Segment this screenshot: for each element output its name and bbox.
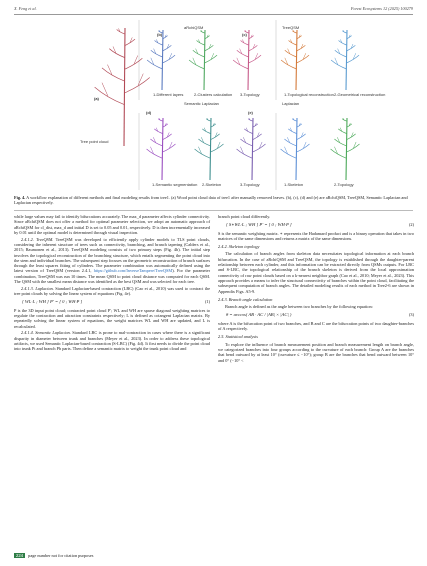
subsection-heading: 2.4.1.3. Laplacian.	[21, 285, 54, 291]
step-label: 2-Skeleton	[202, 182, 222, 187]
method-step-tree	[331, 118, 360, 180]
method-title-archiqsm: aRchiQSM	[184, 25, 204, 30]
panel-label-a: (a)	[94, 96, 99, 101]
running-header-authors: X. Feng et al.	[14, 6, 37, 11]
subsection-heading: 2.4.1.2. TreeQSM.	[21, 236, 54, 242]
method-step-tree	[237, 118, 266, 180]
step-label: 1-Skeleton	[284, 182, 304, 187]
paragraph: 2.4.1.2. TreeQSM. TreeQSM was developed to efficiently apply cylinder models to TLS point clouds, considering the inherent structure of trees such as connectivity, branching, and branch tapering (Calders et al., 2015; Raumonen et al., 2013). TreeQSM modeling consists of two primary steps (Fig. 4b). The initial step involves the topological reconstruction of the branching structure, which entails segmenting the point cloud into the stem and individual branches. The subsequent step focuses on the geometric reconstruction of branch surfaces through the least squares fitting of cylinders. The parameter combination was automatically defined using the latest version of TreeQSM (version 2.4.1, https://github.com/InverseTampere/TreeQSM). For the parameter combination, TreeQSM was run 10 times. The mean QSM to point cloud distance was computed for each QSM. The QSM with the smallest mean distance was identified as the best QSM and was selected for each tree.	[14, 236, 211, 285]
panel-label-d: (d)	[146, 110, 152, 115]
paragraph: S is the semantic weighting matrix. ∗ represents the Hadamard product and is a binary operation that takes in two matrices of the same dimensions and returns a matrix of the same dimensions.	[218, 230, 414, 241]
paragraph: branch point cloud differently.	[218, 214, 271, 219]
paragraph: The calculation of branch angles from skeleton data necessitates topological information at each branch bifurcation. In the case of aRchiQSM and TreeQSM, the topology is established through the daughter-parent relationship between each cylinder, and this information can be extracted directly from QSMs outputs. For LBC and S-LBC, the topological relationship of the branch skeleton is derived from the local approximation connectivity of raw point clouds based on a k-nearest neighbor graph (Cao et al., 2010; Meyer et al., 2023). This approach provides a means to infer the structural connectivity of branches within the point cloud, facilitating the subsequent computation of branch angles. The detailed modeling results of each method in Tree2-6 are shown in Appendix Figs. A5-9.	[218, 251, 414, 294]
equation-1: [ WL·L ; WH ] P′ = [ 0 ; WH·P ] (1)	[22, 299, 210, 305]
method-step-tree	[147, 30, 175, 90]
panel-label-b: (b)	[157, 32, 163, 37]
left-column	[14, 214, 210, 353]
method-step-tree	[331, 30, 359, 90]
figure-caption	[14, 195, 413, 206]
workflow-figure	[14, 18, 413, 193]
equation-2: [ S∗WL·L ; WH ] P′ = [ 0 ; WH·P ] (2)	[226, 222, 414, 228]
figure-caption-text: A workflow explanation of different methods and final modeling results from tree1. (a) Wood point cloud data of tree1 after manually removed leaves. (b), (c), (d) and (e) are aRchiQSM, TreeQSM, Semantic Laplacian and Laplacian respectively.	[14, 195, 408, 206]
step-label: 3-Topology	[240, 182, 260, 187]
step-label: 1-Topological reconstruction	[284, 92, 334, 97]
paragraph: 2.4.1.4. Semantic Laplacian. Standard LBC is prone to mal-contraction in cases where there is a significant disparity in diameter between trunk and branches (Meyer et al., 2023). In order to address these topological artifacts, we used Semantic Laplacian-based contraction (S-LBC) (Fig. 4d). It first needs to divide the point cloud into trunk Pt and branch Pb parts. Then define a semantic matrix to weight the trunk point cloud and	[14, 330, 210, 352]
method-step-tree	[195, 118, 224, 180]
paragraph: where A is the bifurcation point of two branches, and B and C are the bifurcation points of two daughter-branches of A respectively.	[218, 320, 414, 332]
right-column	[218, 214, 414, 364]
page-footer	[14, 553, 93, 558]
paragraph: Branch angle is defined as the angle between two branches by the following equation:	[225, 304, 373, 310]
section-heading: 2.4.3. Branch angle calculation	[218, 296, 273, 302]
step-label: 2-Geometrical reconstruction	[334, 92, 386, 97]
paragraph: To explore the influence of branch measurement position and branch measurement length on branch angle, we categorized branches into four groups according to the curvature of each branch: Group A are the branches that bend outward by at least 10° (curvature ≤ −10°); group B are the branches that bend outward between 10° and 0° (−10° <	[218, 341, 414, 363]
tree-point-cloud-label: Tree point cloud	[80, 139, 109, 144]
step-label: 2-Clusters calculation	[194, 92, 233, 97]
method-step-tree	[147, 118, 176, 180]
paragraph: P is the 3D input point cloud; contracted point cloud P′; WL and WH are sparse diagonal weighting matrices to regulate the contraction and attraction constraints respectively; L is defined as cotangent Laplacian matrix. By repeatedly solving the linear system of equations, the weight matrices WL and WH are updated, and L is recalculated.	[14, 307, 210, 329]
section-heading: 2.5. Statistical analysis	[218, 334, 258, 340]
running-header-journal: Forest Ecosystems 12 (2025) 100279	[350, 6, 413, 11]
equation-3: θ = arccos( AB · AC / |AB| × |AC| ) (3)	[226, 312, 414, 318]
step-label: 1-Different layers	[153, 92, 184, 97]
header-rule	[14, 14, 413, 15]
step-label: 1-Semantic segmentation	[152, 182, 198, 187]
equation-number: (2)	[408, 222, 414, 228]
section-heading: 2.4.2. Skeleton topology	[218, 244, 260, 250]
footer-text: page number not for citation purposes	[28, 553, 94, 558]
step-label: 2-Topology	[334, 182, 354, 187]
method-step-tree	[281, 118, 310, 180]
method-title-semantic-laplacian: Semantic Laplacian	[184, 101, 219, 106]
equation-number: (3)	[408, 312, 414, 318]
paragraph: while large values may fail to identify bifurcations accurately. The max_d parameter affects cylinder connectivity. Since aRchiQSM does not offer a method for optimal parameter selection, we adopt an automatic approach of aRchiQSM for cl_dist, max_d and initial D is set to 0.05 and 0.01, respectively. D is then incrementally increased by 0.01 until the optimal model is determined through visual inspection.	[14, 214, 210, 235]
panel-label-c: (c)	[242, 32, 247, 37]
figure-caption-label: Fig. 4.	[14, 195, 26, 200]
method-step-tree	[189, 30, 217, 90]
panel-label-e: (e)	[248, 110, 253, 115]
method-title-treeqsm: TreeQSM	[282, 25, 300, 30]
paragraph: 2.4.1.3. Laplacian. Standard Laplacian-based contraction (LBC) (Cao et al., 2010) was used to contract the tree point clouds by solving the linear system of equations (Fig. 4e).	[14, 285, 211, 297]
page-number: 224	[16, 553, 24, 558]
method-step-tree	[233, 30, 261, 90]
subsection-heading: 2.4.1.4. Semantic Laplacian.	[21, 330, 71, 336]
caption-rule	[14, 210, 413, 211]
method-title-laplacian: Laplacian	[282, 101, 300, 106]
method-step-tree	[281, 30, 309, 90]
equation-number: (1)	[204, 299, 210, 305]
tree-point-cloud-illustration	[95, 28, 150, 146]
step-label: 3-Topology	[240, 92, 260, 97]
treeqsm-link[interactable]: https://github.com/InverseTampere/TreeQSM	[93, 268, 173, 274]
